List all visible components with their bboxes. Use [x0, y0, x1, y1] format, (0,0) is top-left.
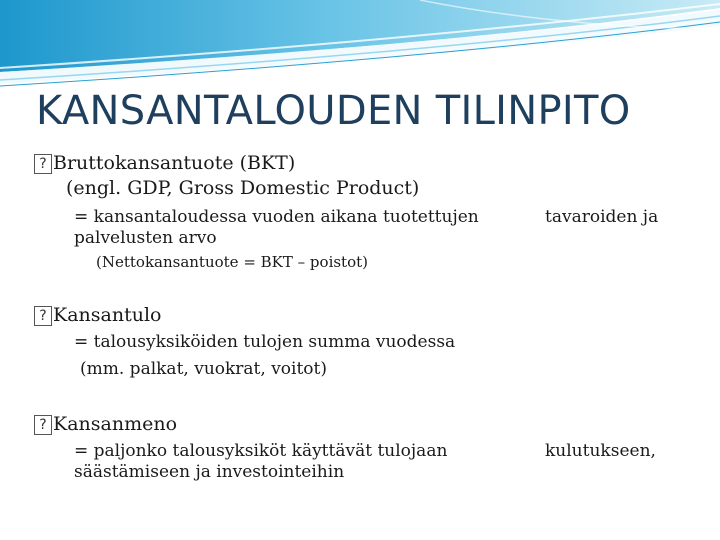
bullet-bkt-title: Bruttokansantuote (BKT) [53, 152, 296, 174]
kansanmeno-definition-line1: = paljonko talousyksiköt käyttävät tulojaan [74, 441, 448, 461]
kansantulo-definition-line1: = talousyksiköiden tulojen summa vuodessa [74, 332, 456, 352]
slide-title: KANSANTALOUDEN TILINPITO [36, 88, 631, 134]
bkt-definition-line1: = kansantaloudessa vuoden aikana tuotettujen [74, 207, 479, 227]
kansanmeno-definition-line2: säästämiseen ja investointeihin [74, 462, 345, 482]
bullet-kansanmeno-title: Kansanmeno [53, 413, 178, 435]
bullet-bkt [34, 152, 295, 174]
bullet-kansanmeno [34, 413, 177, 435]
bullet-glyph-icon: ? [34, 415, 52, 435]
bullet-kansantulo-title: Kansantulo [53, 304, 162, 326]
bullet-bkt-subtitle: (engl. GDP, Gross Domestic Product) [66, 177, 420, 199]
nkt-note: (Nettokansantuote = BKT – poistot) [96, 253, 368, 271]
bkt-definition-line2: palvelusten arvo [74, 228, 217, 248]
kansantulo-definition-line2: (mm. palkat, vuokrat, voitot) [80, 359, 328, 379]
bkt-definition-line1-end: tavaroiden ja [545, 207, 659, 227]
decorative-banner [0, 0, 720, 90]
kansanmeno-definition-line1-end: kulutukseen, [545, 441, 656, 461]
bullet-glyph-icon: ? [34, 154, 52, 174]
bullet-glyph-icon: ? [34, 306, 52, 326]
bullet-kansantulo [34, 304, 161, 326]
